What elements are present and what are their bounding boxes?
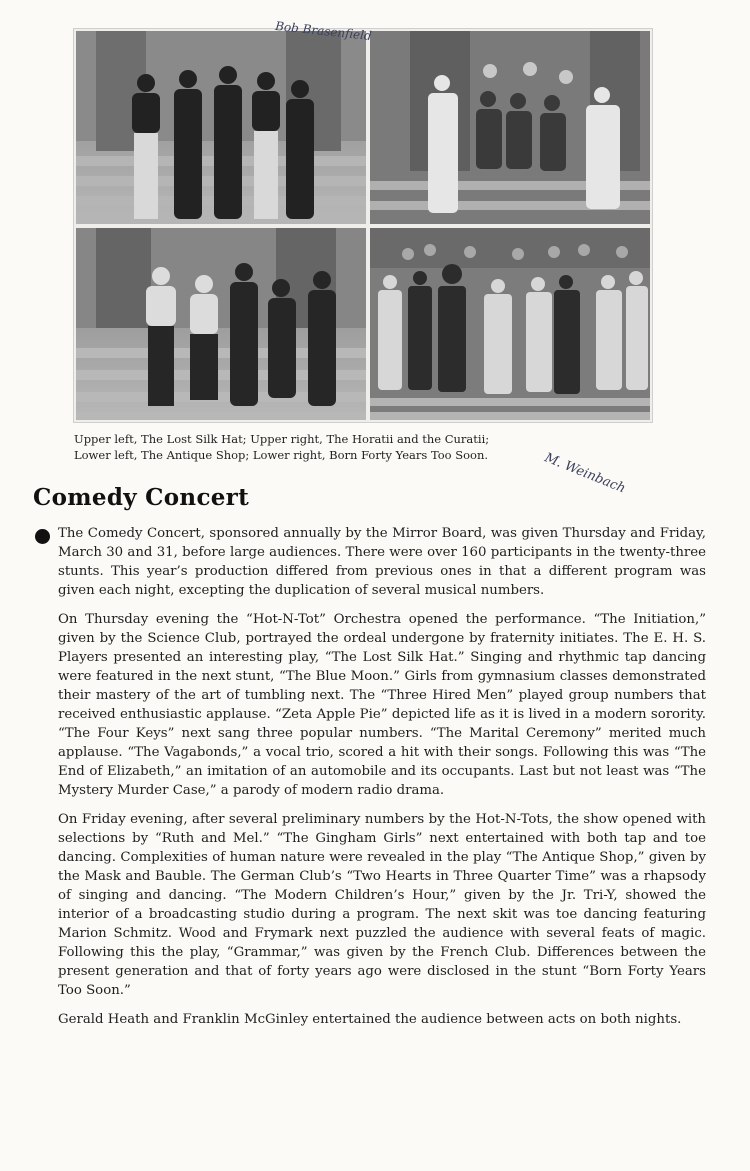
- photo-collage: [73, 28, 653, 423]
- photo-horatii-curatii: [370, 31, 650, 224]
- article-title: Comedy Concert: [33, 484, 250, 511]
- article-paragraph: Gerald Heath and Franklin McGinley entertained the audience between acts on both nights.: [58, 1012, 682, 1027]
- handwritten-signature-top: Bob Brasenfield: [274, 18, 373, 44]
- caption-line: Upper left, The Lost Silk Hat; Upper right, The Horatii and the Curatii;: [74, 432, 490, 446]
- article-paragraph: On Thursday evening the “Hot-N-Tot” Orchestra opened the performance. “The Initiation,” given by the Science Club, portrayed the ordeal undergone by fraternity initiates. The E. H. S. Players presented an interesting play, “The Lost Silk Hat.” Singing and rhythmic tap dancing were featured in the next stunt, “The Blue Moon.” Girls from gymnasium classes demonstrated their mastery of the art of tumbling next. The “Three Hired Men” played group numbers that received enthusiastic applause. “Zeta Apple Pie” depicted life as it is lived in a modern sorority. “The Four Keys” next sang three popular numbers. “The Marital Ceremony” merited much applause. “The Vagabonds,” a vocal trio, scored a hit with their songs. Following this was “The End of Elizabeth,” an imitation of an automobile and its occupants. Last but not least was “The Mystery Murder Case,” a parody of modern radio drama.: [58, 612, 706, 798]
- paragraph-bullet: [35, 529, 50, 544]
- article-body: [58, 524, 706, 1039]
- photo-antique-shop: [76, 228, 366, 420]
- caption-line: Lower left, The Antique Shop; Lower right, Born Forty Years Too Soon.: [74, 448, 489, 462]
- article-paragraph: On Friday evening, after several preliminary numbers by the Hot-N-Tots, the show opened with selections by “Ruth and Mel.” “The Gingham Girls” next entertained with both tap and toe dancing. Complexities of human nature were revealed in the play “The Antique Shop,” given by the Mask and Bauble. The German Club’s “Two Hearts in Three Quarter Time” was a rhapsody of singing and dancing. “The Modern Children’s Hour,” given by the Jr. Tri-Y, showed the interior of a broadcasting studio during a program. The next skit was toe dancing featuring Marion Schmitz. Wood and Frymark next puzzled the audience with several feats of magic. Following this the play, “Grammar,” was given by the French Club. Differences between the present generation and that of forty years ago were disclosed in the stunt “Born Forty Years Too Soon.”: [58, 812, 706, 998]
- photo-born-forty-years-too-soon: [370, 228, 650, 420]
- photo-lost-silk-hat: [76, 31, 366, 224]
- handwritten-signature-right: M. Weinbach: [542, 450, 628, 497]
- article-paragraph: The Comedy Concert, sponsored annually by the Mirror Board, was given Thursday and Friday, March 30 and 31, before large audiences. There were over 160 participants in the twenty-three stunts. This year’s production differed from previous ones in that a different program was given each night, excepting the duplication of several musical numbers.: [58, 526, 706, 598]
